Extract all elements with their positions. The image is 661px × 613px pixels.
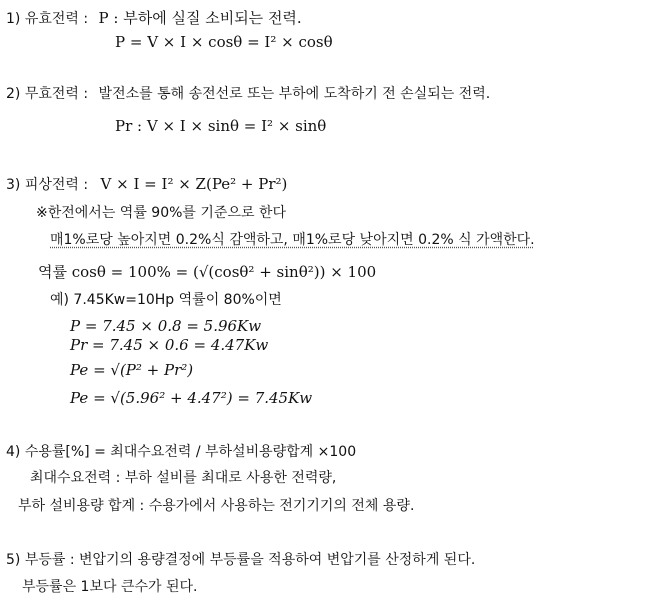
section-2-line (6, 84, 490, 104)
equation-4: Pe = √(5.96² + 4.47²) = 7.45Kw (70, 389, 313, 407)
section-3-line (6, 174, 287, 195)
section-4-line-3: 부하 설비용량 합계 : 수용가에서 사용하는 전기기기의 전체 용량. (18, 498, 415, 514)
section-2-desc: 발전소를 통해 송전선로 또는 부하에 도착하기 전 손실되는 전력. (98, 86, 491, 102)
section-5-title: 5) 부등률 : 변압기의 용량결정에 부등률을 적용하여 변압기를 산정하게 된다. (6, 552, 476, 568)
section-4-title: 4) 수용률[%] = 최대수요전력 / 부하설비용량합계 ×100 (6, 444, 357, 460)
section-2-title: 2) 무효전력 : (6, 86, 89, 102)
section-4-line-2: 최대수요전력 : 부하 설비를 최대로 사용한 전력량, (30, 470, 337, 486)
section-1-desc: P : 부하에 실질 소비되는 전력. (98, 9, 302, 27)
section-5-line-2: 부등률은 1보다 큰수가 된다. (22, 579, 198, 595)
section-1-formula: P = V × I × cosθ = I² × cosθ (115, 33, 333, 51)
equation-3: Pe = √(P² + Pr²) (70, 361, 194, 379)
section-2-formula: Pr : V × I × sinθ = I² × sinθ (115, 117, 327, 135)
section-3-title: 3) 피상전력 : (6, 177, 89, 193)
section-1-title: 1) 유효전력 : (6, 11, 89, 27)
section-1-line (6, 8, 302, 29)
section-3-note-2-text: 매1%로당 높아지면 0.2%식 감액하고, 매1%로당 낮아지면 0.2% 식 가액한다. (50, 232, 535, 248)
equation-1: P = 7.45 × 0.8 = 5.96Kw (70, 317, 262, 335)
section-3-note-2 (50, 230, 535, 250)
power-factor-formula: 역률 cosθ = 100% = (√(cosθ² + sinθ²)) × 100 (38, 263, 377, 281)
example-line: 예) 7.45Kw=10Hp 역률이 80%이면 (50, 292, 282, 308)
section-3-note-1: ※한전에서는 역률 90%를 기준으로 한다 (36, 205, 286, 221)
section-3-formula: V × I = I² × Z(Pe² + Pr²) (100, 175, 288, 193)
equation-2: Pr = 7.45 × 0.6 = 4.47Kw (70, 336, 269, 354)
